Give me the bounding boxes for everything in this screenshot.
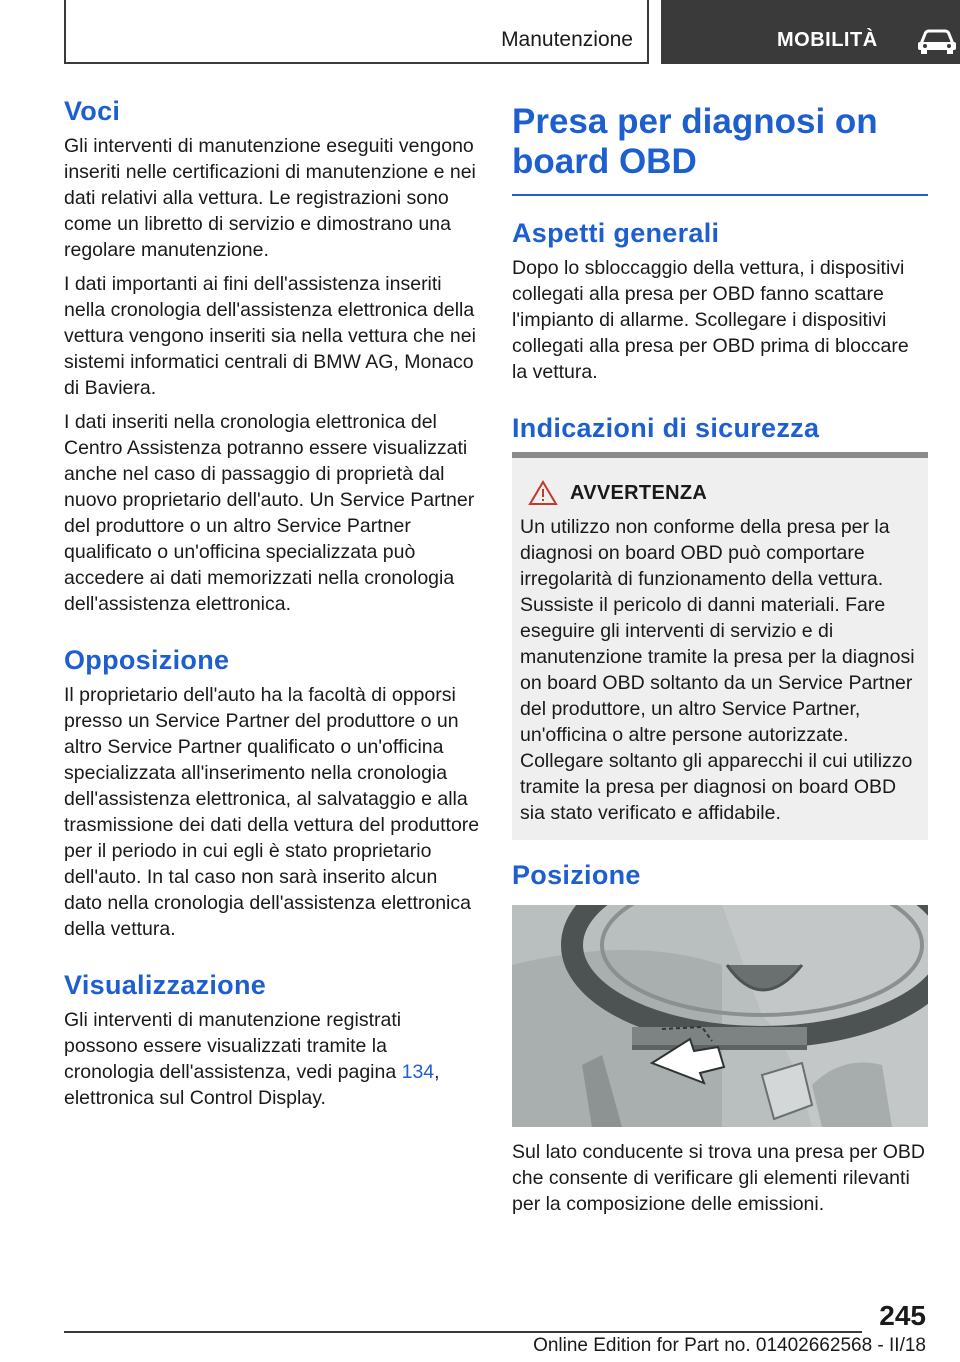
footer-divider: [64, 1331, 862, 1333]
warning-text: Un utilizzo non conforme della presa per la diagnosi on board OBD può comportare irregolarità di funzionamento della vettura. Sussiste il pericolo di danni materiali. Fare eseguire gli interventi di servizio e di manutenzione tramite la presa per la diagnosi on board OBD soltanto da un Service Partner del produttore, un altro Service Partner, un'officina o altre persone autorizzate. Collegare soltanto gli apparecchi il cui utilizzo tramite la presa per diagnosi on board OBD sia stato verificato e affidabile.: [520, 516, 915, 824]
heading-voci: Voci: [64, 96, 121, 126]
heading-indicazioni-sicurezza: Indicazioni di sicurezza: [512, 413, 820, 443]
opposizione-paragraph: Il proprietario dell'auto ha la facoltà di opporsi presso un Service Partner del produttore o un altro Service Partner qualificato o un'officina specializzata all'inserimento nella cronologia dell'assistenza elettronica, al salvataggio e alla trasmissione dei dati della vettura del produttore per il periodo in cui egli è stato proprietario dell'auto. In tal caso non sarà inserito alcun dato nella cronologia dell'assistenza elettronica della vettura.: [64, 684, 480, 940]
heading-visualizzazione: Visualizzazione: [64, 970, 267, 1000]
page-link-134[interactable]: 134: [401, 1061, 435, 1083]
header-section-title: Manutenzione: [501, 28, 633, 51]
warning-box: [512, 452, 928, 840]
heading-aspetti-generali: Aspetti generali: [512, 218, 720, 248]
visualizzazione-text-end: , elettronica sul Control Display.: [64, 1061, 440, 1109]
warning-triangle-icon: [528, 480, 558, 506]
aspetti-paragraph: Dopo lo sbloccaggio della vettura, i dispositivi collegati alla presa per OBD fanno scattare l'impianto di allarme. Scollegare i dispositivi collegati alla presa per OBD prima di bloccare la vettura.: [512, 257, 909, 383]
visualizzazione-text: Gli interventi di manutenzione registrati possono essere visualizzati tramite la cronologia dell'assistenza, vedi pagina: [64, 1009, 402, 1083]
voci-paragraph-1: Gli interventi di manutenzione eseguiti vengono inseriti nelle certificazioni di manutenzione e nei dati relativi alla vettura. Le registrazioni sono come un libretto di servizio e dimostrano una regolare manutenzione.: [64, 135, 476, 261]
car-icon: [915, 26, 959, 56]
visualizzazione-paragraph: [64, 1007, 480, 1111]
figure-caption: Sul lato conducente si trova una presa per OBD che consente di verificare gli elementi rilevanti per la composizione delle emissioni.: [512, 1141, 925, 1215]
header-chapter-title: MOBILITÀ: [777, 29, 878, 51]
obd-location-illustration: [512, 905, 928, 1127]
obd-location-figure: [512, 905, 928, 1127]
left-column: [64, 96, 480, 1119]
voci-paragraph-3: I dati inseriti nella cronologia elettronica del Centro Assistenza potranno essere visualizzati anche nel caso di passaggio di proprietà dal nuovo proprietario dell'auto. Un Service Partner del produttore o un altro Service Partner qualificato o un'officina specializzata può accedere ai dati memorizzati nella cronologia dell'assistenza elettronica.: [64, 411, 475, 615]
header-chapter-tab: [661, 0, 960, 64]
voci-paragraph-2: I dati importanti ai fini dell'assistenza inseriti nella cronologia dell'assistenza elettronica della vettura vengono inseriti sia nella vettura che nei sistemi informatici centrali di BMW AG, Monaco di Baviera.: [64, 273, 476, 399]
heading-opposizione: Opposizione: [64, 645, 230, 675]
page-number: 245: [879, 1300, 926, 1331]
footer-edition: Online Edition for Part no. 01402662568 - II/18: [533, 1335, 926, 1356]
right-column: [512, 96, 928, 1225]
page-title: Presa per diagnosi on board OBD: [512, 102, 928, 196]
header-section-tab: [64, 0, 649, 64]
warning-label: AVVERTENZA: [570, 481, 708, 504]
heading-posizione: Posizione: [512, 860, 641, 890]
